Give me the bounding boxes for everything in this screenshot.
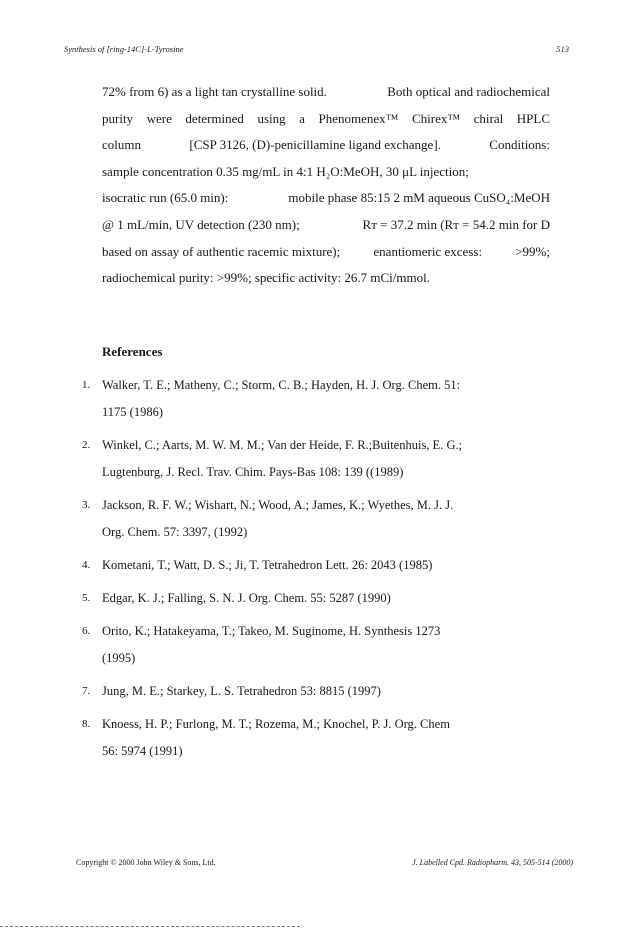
paragraph-line bbox=[102, 185, 550, 212]
paragraph-segment: >99%; bbox=[216, 270, 252, 286]
reference-item bbox=[82, 585, 552, 612]
reference-text-line: Org. Chem. 57: 3397, (1992) bbox=[102, 525, 248, 539]
running-head-title: Synthesis of [ring-14C]-L-Tyrosine bbox=[64, 44, 184, 54]
paragraph-line bbox=[102, 159, 550, 186]
reference-item bbox=[82, 552, 552, 579]
paragraph-segment: Rᴛ = 37.2 min (Rᴛ = 54.2 min for D bbox=[362, 216, 550, 232]
paragraph-segment: radiochemical purity: bbox=[102, 270, 214, 286]
paragraph-segment: 26.7 mCi/mmol. bbox=[344, 270, 430, 286]
reference-item bbox=[82, 492, 552, 546]
references-heading: References bbox=[102, 344, 163, 359]
paragraph-segment: >99%; bbox=[515, 243, 550, 259]
paragraph-segment: enantiomeric excess: bbox=[373, 243, 483, 259]
paragraph-line bbox=[102, 265, 550, 292]
paragraph-segment: Conditions: bbox=[489, 137, 550, 153]
paragraph-segment: were bbox=[146, 110, 172, 126]
paragraph-segment: purity bbox=[102, 110, 134, 126]
reference-text-line: Edgar, K. J.; Falling, S. N. J. Org. Chem. 55: 5287 (1990) bbox=[102, 591, 391, 605]
paragraph-segment: determined bbox=[185, 110, 244, 126]
reference-item bbox=[82, 678, 552, 705]
footer-copyright: Copyright © 2000 John Wiley & Sons, Ltd. bbox=[76, 858, 216, 867]
reference-text-line: Jackson, R. F. W.; Wishart, N.; Wood, A.; James, K.; Wyethes, M. J. J. bbox=[102, 498, 454, 512]
reference-text-line: Orito, K.; Hatakeyama, T.; Takeo, M. Suginome, H. Synthesis 1273 bbox=[102, 624, 441, 638]
paragraph-segment: 72% from 6) as a light tan crystalline solid. bbox=[102, 84, 327, 99]
reference-text-line: Jung, M. E.; Starkey, L. S. Tetrahedron 53: 8815 (1997) bbox=[102, 684, 381, 698]
bottom-rule bbox=[0, 926, 300, 927]
reference-text-line: 1175 (1986) bbox=[102, 405, 163, 419]
reference-number: 4. bbox=[82, 559, 91, 571]
reference-text-line: Walker, T. E.; Matheny, C.; Storm, C. B.; Hayden, H. J. Org. Chem. 51: bbox=[102, 378, 461, 392]
paragraph-segment: Chirex™ bbox=[411, 110, 461, 126]
reference-text-line: Winkel, C.; Aarts, M. W. M. M.; Van der Heide, F. R.;Buitenhuis, E. G.; bbox=[102, 438, 463, 452]
reference-item bbox=[82, 711, 552, 765]
paragraph-segment: based on assay of authentic racemic mixture); bbox=[102, 243, 341, 259]
paragraph-segment: chiral bbox=[473, 110, 504, 126]
paragraph-line bbox=[102, 212, 550, 239]
reference-number: 2. bbox=[82, 439, 91, 451]
reference-number: 5. bbox=[82, 592, 91, 604]
paragraph-segment: [CSP 3126, (D)-penicillamine ligand exchange]. bbox=[189, 137, 441, 153]
reference-text-line: Kometani, T.; Watt, D. S.; Ji, T. Tetrahedron Lett. 26: 2043 (1985) bbox=[102, 558, 433, 572]
paragraph-segment: a bbox=[299, 110, 305, 126]
reference-text-line: 56: 5974 (1991) bbox=[102, 744, 183, 758]
references-list bbox=[82, 372, 552, 771]
running-head bbox=[64, 44, 569, 58]
paragraph-line bbox=[102, 239, 550, 266]
reference-text-line: Knoess, H. P.; Furlong, M. T.; Rozema, M.; Knochel, P. J. Org. Chem bbox=[102, 717, 450, 731]
reference-item bbox=[82, 372, 552, 426]
paragraph-segment: sample concentration 0.35 mg/mL in 4:1 H₂O:MeOH, 30 μL injection; bbox=[102, 163, 469, 179]
reference-text-line: Lugtenburg, J. Recl. Trav. Chim. Pays-Bas 108: 139 ((1989) bbox=[102, 465, 404, 479]
body-paragraph bbox=[102, 79, 550, 292]
paragraph-segment: HPLC bbox=[516, 110, 550, 126]
paragraph-segment: Phenomenex™ bbox=[318, 110, 399, 126]
paragraph-segment: using bbox=[257, 110, 286, 126]
paragraph-segment: Both optical and radiochemical bbox=[387, 84, 550, 99]
paragraph-segment: column bbox=[102, 137, 141, 153]
page-number: 513 bbox=[556, 44, 569, 54]
reference-number: 8. bbox=[82, 718, 91, 730]
paragraph-segment: mobile phase 85:15 2 mM aqueous CuSO₄:MeOH bbox=[288, 190, 550, 206]
reference-number: 7. bbox=[82, 685, 91, 697]
reference-text-line: (1995) bbox=[102, 651, 136, 665]
reference-number: 3. bbox=[82, 499, 91, 511]
paragraph-segment: @ 1 mL/min, UV detection (230 nm); bbox=[102, 216, 300, 232]
footer-journal-citation: J. Labelled Cpd. Radiopharm. 43, 505-514 (2000) bbox=[412, 858, 573, 867]
paragraph-line bbox=[102, 106, 550, 133]
reference-number: 6. bbox=[82, 625, 91, 637]
reference-item bbox=[82, 618, 552, 672]
reference-number: 1. bbox=[82, 379, 91, 391]
reference-item bbox=[82, 432, 552, 486]
paragraph-segment: specific activity: bbox=[254, 270, 342, 286]
footer bbox=[76, 858, 573, 870]
paragraph-segment: isocratic run (65.0 min): bbox=[102, 190, 229, 206]
paragraph-line bbox=[102, 79, 550, 106]
paragraph-line bbox=[102, 132, 550, 159]
